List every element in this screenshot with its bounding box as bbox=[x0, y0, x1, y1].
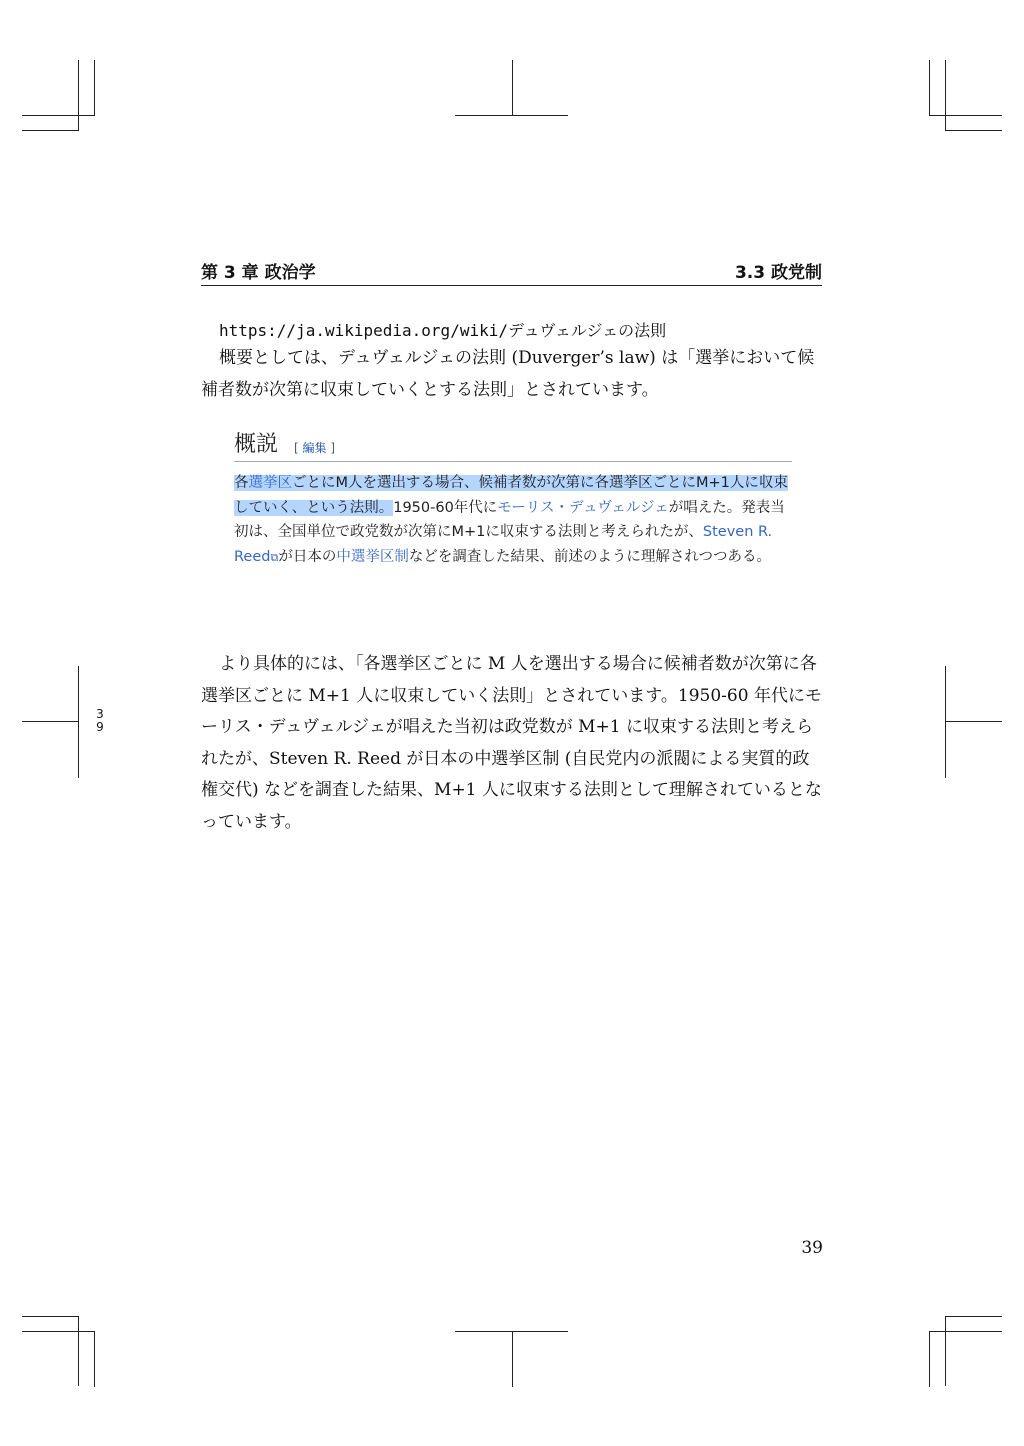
crop-mark bbox=[22, 130, 79, 131]
crop-mark bbox=[929, 60, 930, 116]
crop-mark bbox=[945, 130, 1002, 131]
crop-mark bbox=[22, 1316, 79, 1317]
source-url: https://ja.wikipedia.org/wiki/デュヴェルジェの法則 bbox=[219, 321, 667, 340]
crop-mark bbox=[929, 1331, 930, 1387]
edit-link[interactable]: 編集 bbox=[302, 441, 327, 455]
crop-mark bbox=[945, 1316, 1002, 1317]
edit-section: [ 編集 ] bbox=[294, 441, 336, 455]
crop-mark bbox=[512, 1331, 513, 1387]
crop-mark bbox=[945, 1316, 946, 1386]
crop-mark bbox=[94, 1331, 95, 1387]
link-chusenkyoku[interactable]: 中選挙区制 bbox=[336, 548, 409, 565]
excerpt-title: 概説 bbox=[234, 432, 279, 457]
chapter-title: 第 3 章 政治学 bbox=[201, 263, 316, 283]
crop-mark bbox=[945, 721, 1002, 722]
crop-mark bbox=[945, 60, 946, 130]
crop-mark bbox=[22, 115, 95, 116]
crop-mark bbox=[22, 1331, 95, 1332]
wikipedia-excerpt bbox=[234, 427, 792, 570]
excerpt-heading bbox=[234, 427, 792, 462]
crop-mark bbox=[94, 60, 95, 116]
link-reed[interactable]: Steven R. Reed bbox=[234, 524, 773, 565]
section-title: 3.3 政党制 bbox=[734, 263, 822, 283]
crop-mark bbox=[78, 60, 79, 130]
crop-mark bbox=[455, 1331, 568, 1332]
crop-mark bbox=[929, 115, 1002, 116]
running-header bbox=[201, 255, 822, 286]
crop-mark bbox=[512, 60, 513, 116]
crop-mark bbox=[78, 666, 79, 778]
side-page-number: 3 9 bbox=[96, 707, 104, 734]
crop-mark bbox=[78, 1316, 79, 1386]
excerpt-body: 各選挙区ごとにM人を選出する場合、候補者数が次第に各選挙区ごとにM+1人に収束していく、という法則。1950-60年代にモーリス・デュヴェルジェが唱えた。発表当初は、全国単位で政党数が次第にM+1に収束する法則と考えられたが、Steven R. Reed⧉が日本の中選挙区制などを調査した結果、前述のように理解されつつある。 bbox=[234, 475, 788, 565]
crop-mark bbox=[929, 1331, 1002, 1332]
link-duverger[interactable]: モーリス・デュヴェルジェ bbox=[497, 499, 669, 516]
crop-mark bbox=[945, 666, 946, 778]
page-number: 39 bbox=[801, 1238, 823, 1258]
intro-paragraph: 概要としては、デュヴェルジェの法則 (Duverger’s law) は「選挙において候補者数が次第に収束していくとする法則」とされています。 bbox=[201, 348, 815, 400]
crop-mark bbox=[22, 721, 79, 722]
selected-text[interactable]: 各選挙区ごとにM人を選出する場合、候補者数が次第に各選挙区ごとにM+1人に収束していく、という法則。 bbox=[234, 475, 788, 516]
link-senkyoku[interactable]: 選挙区 bbox=[248, 475, 292, 491]
body-paragraph: より具体的には、「各選挙区ごとに M 人を選出する場合に候補者数が次第に各選挙区ごとに M+1 人に収束していく法則」とされています。1950-60 年代にモーリス・デュヴェルジェが唱えた当初は政党数が M+1 に収束する法則と考えられたが、Steven R. Reed が日本の中選挙区制 (自民党内の派閥による実質的政権交代) などを調査した結果、M+1 人に収束する法則として理解されているとなっています。 bbox=[201, 654, 822, 832]
crop-mark bbox=[455, 115, 568, 116]
external-link-icon: ⧉ bbox=[270, 550, 279, 564]
